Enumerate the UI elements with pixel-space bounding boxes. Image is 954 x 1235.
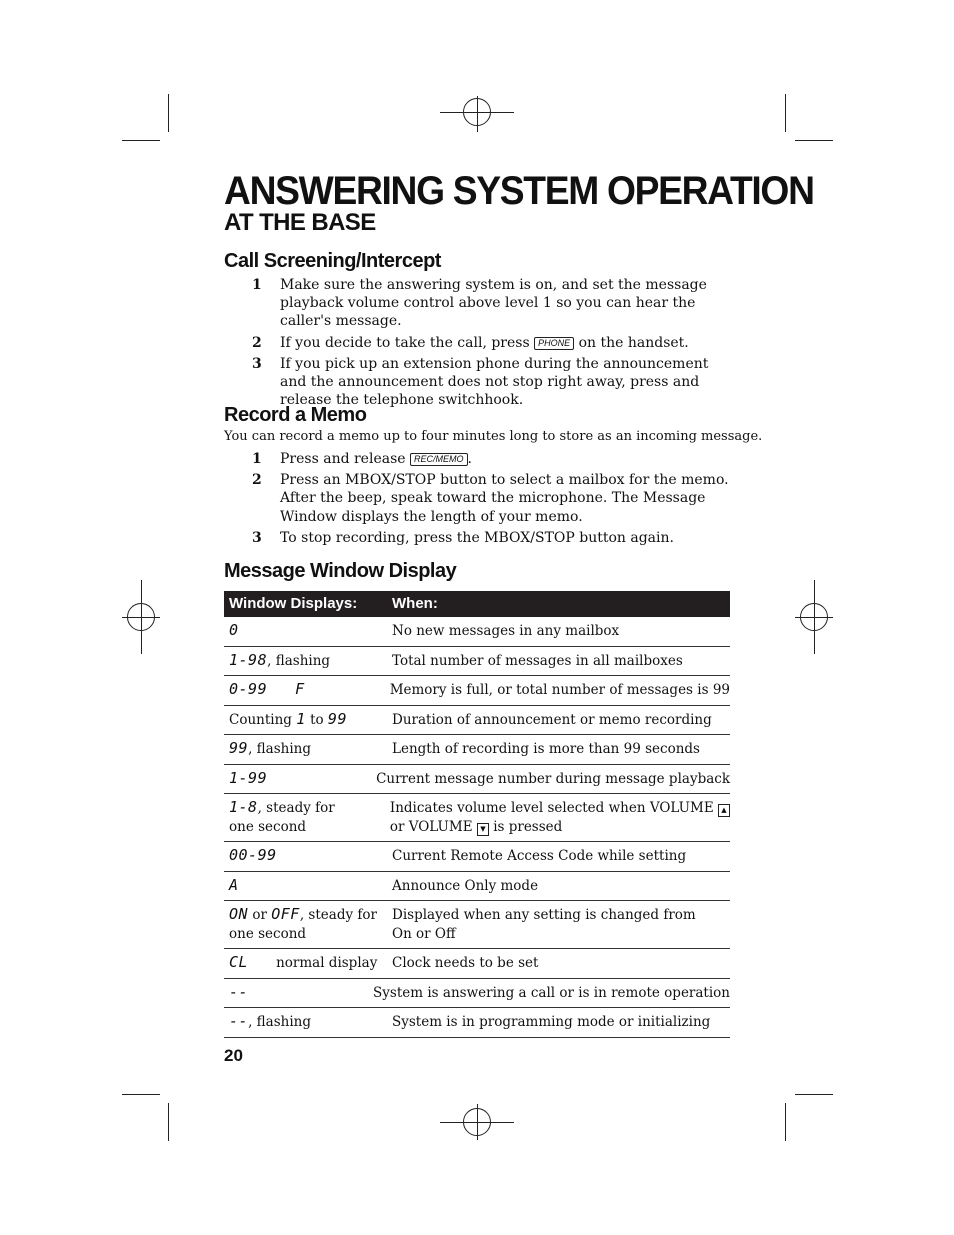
table-row: Counting 1 to 99 Duration of announcement or memo recording	[224, 706, 730, 736]
crop-mark	[795, 140, 833, 141]
section-heading-record-memo: Record a Memo	[224, 404, 367, 426]
section-heading-message-window: Message Window Display	[224, 560, 457, 582]
column-header-when: When:	[392, 595, 438, 612]
column-header-window-displays: Window Displays:	[229, 595, 358, 612]
table-row: --, flashing System is in programming mode or initializing	[224, 1008, 730, 1038]
table-row: 1-99 Current message number during message playback	[224, 765, 730, 795]
list-item: 2 Press an MBOX/STOP button to select a mailbox for the memo. After the beep, speak toward the microphone. The Message Window displays the length of your memo.	[252, 472, 729, 525]
crop-mark	[168, 1103, 169, 1141]
crop-mark	[122, 1094, 160, 1095]
table-header	[224, 591, 730, 617]
table-row: CL normal display Clock needs to be set	[224, 949, 730, 979]
message-window-table	[224, 591, 730, 1038]
phone-key-icon: PHONE	[534, 337, 574, 350]
record-memo-intro: You can record a memo up to four minutes long to store as an incoming message.	[224, 429, 763, 444]
table-row: 1-8, steady for one second Indicates volume level selected when VOLUME ▲ or VOLUME ▼ is pressed	[224, 794, 730, 842]
table-row: 1-98, flashing Total number of messages in all mailboxes	[224, 647, 730, 677]
list-item: 3 To stop recording, press the MBOX/STOP button again.	[252, 529, 674, 546]
crop-mark	[122, 140, 160, 141]
table-row: A Announce Only mode	[224, 872, 730, 902]
volume-up-icon: ▲	[718, 804, 730, 817]
list-item: 2 If you decide to take the call, press PHONE on the handset.	[252, 334, 689, 351]
table-row: -- System is answering a call or is in remote operation	[224, 979, 730, 1009]
page-number: 20	[224, 1046, 243, 1065]
crop-mark	[785, 94, 786, 132]
section-heading-call-screening: Call Screening/Intercept	[224, 250, 441, 272]
list-item: 1 Press and release REC/MEMO .	[252, 451, 472, 467]
list-item: 3 If you pick up an extension phone during the announcement and the announcement does not stop right away, press and release the telephone switchhook.	[252, 355, 709, 409]
crop-mark	[168, 94, 169, 132]
crop-mark	[785, 1103, 786, 1141]
table-row: 0-99 F Memory is full, or total number of messages is 99	[224, 676, 730, 706]
record-memo-steps	[224, 450, 730, 550]
page-subtitle: AT THE BASE	[224, 209, 376, 236]
rec-memo-key-icon: REC/MEMO	[410, 453, 468, 466]
list-item: 1 Make sure the answering system is on, and set the message playback volume control above level 1 so you can hear the caller's message.	[252, 277, 707, 330]
table-row: 00-99 Current Remote Access Code while setting	[224, 842, 730, 872]
table-row: ON or OFF, steady for one second Displayed when any setting is changed from On or Off	[224, 901, 730, 949]
crop-mark	[795, 1094, 833, 1095]
volume-down-icon: ▼	[477, 823, 489, 836]
table-row: 0 No new messages in any mailbox	[224, 617, 730, 647]
table-row: 99, flashing Length of recording is more than 99 seconds	[224, 735, 730, 765]
page-title: ANSWERING SYSTEM OPERATION	[224, 169, 814, 213]
call-screening-steps	[224, 276, 730, 412]
